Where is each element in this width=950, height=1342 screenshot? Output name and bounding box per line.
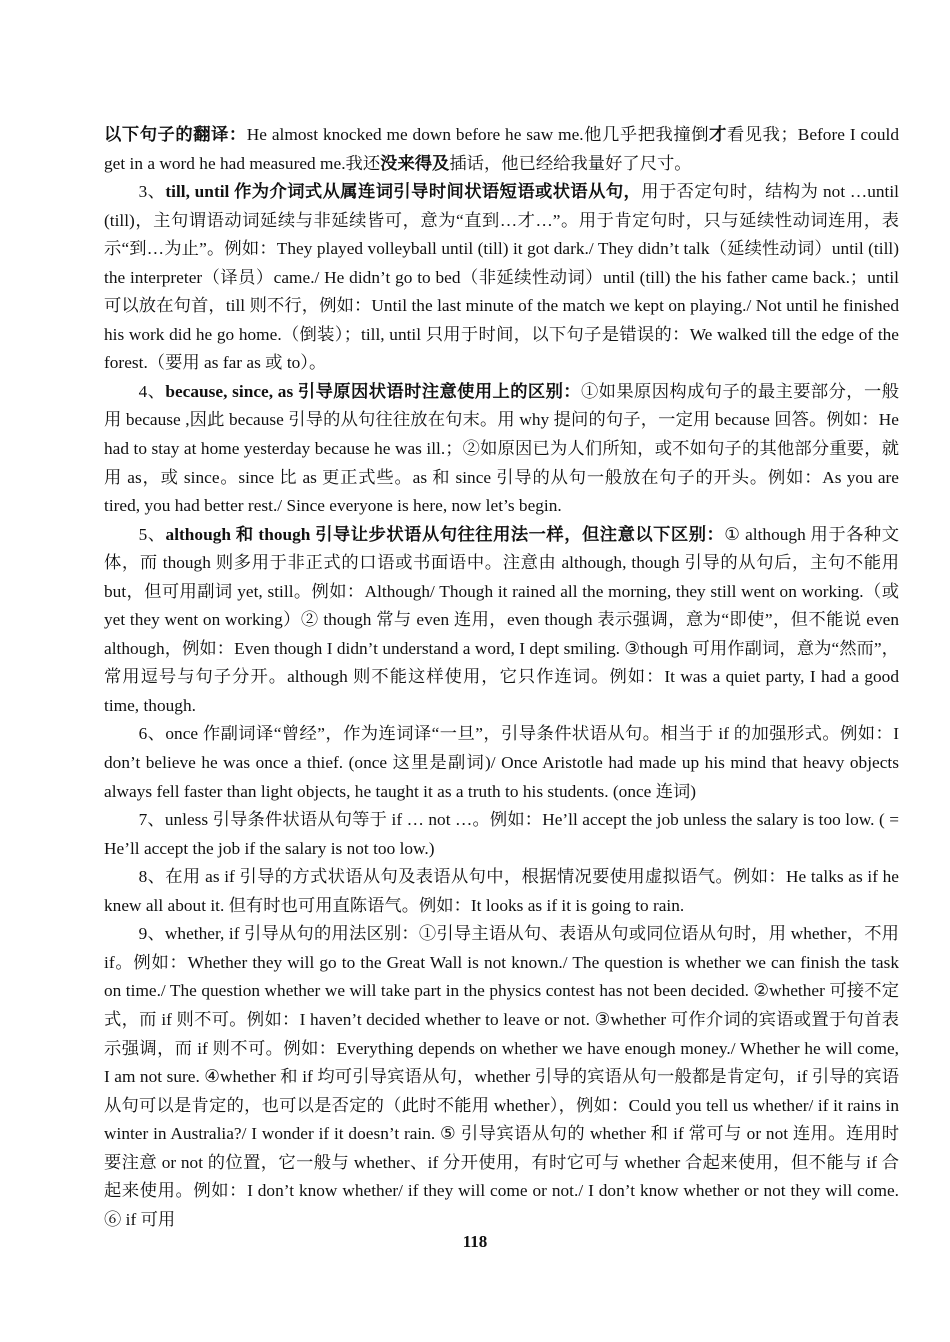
paragraph	[104, 720, 899, 806]
bold-text: 才	[709, 125, 727, 144]
paragraph	[104, 863, 899, 920]
text-run: 7、unless 引导条件状语从句等于 if … not …。例如：He’ll accept the job unless the salary is too low. ( = He’ll accept the job if the salary is not too low.)	[104, 810, 899, 858]
text-run: ①如果原因构成句子的最主要部分，一般用 because ,因此 because 引导的从句往往放在句末。用 why 提问的句子，一定用 because 回答。例如：He had to stay at home yesterday because he was ill.；②如原因已为人们所知，或不如句子的其他部分重要，就用 as，或 since。since 比 as 更正式些。as 和 since 引导的从句一般放在句子的开头。例如：As you are tired, you had better rest./ Since everyone is here, now let’s begin.	[104, 381, 899, 516]
text-run: ① although 用于各种文体，而 though 则多用于非正式的口语或书面语中。注意由 although, though 引导的从句后，主句不能用 but，但可用副词 yet, still。例如：Although/ Though it rained all the morning, they still went on working.（或 yet they went on working）② though 常与 even 连用，even though 表示强调，意为“即使”，但不能说 even although，例如：Even though I didn’t understand a word, I dept smiling. ③though 可用作副词，意为“然而”，常用逗号与句子分开。although 则不能这样使用，它只作连词。例如：It was a quiet party, I had a good time, though.	[104, 524, 899, 715]
bold-text: 没来得及	[380, 153, 450, 173]
text-run: 6、once 作副词译“曾经”，作为连词译“一旦”，引导条件状语从句。相当于 if 的加强形式。例如：I don’t believe he was once a thief. (once 这里是副词)/ Once Aristotle had made up his mind that heavy objects always fell faster than light objects, he taught it as a truth to his students. (once 连词)	[104, 724, 899, 801]
text-run: 用于否定句时，结构为 not …until (till)，主句谓语动词延续与非延续皆可，意为“直到…才…”。用于肯定句时，只与延续性动词连用，表示“到…为止”。例如：They played volleyball until (till) it got dark./ They didn’t talk（延续性动词）until (till) the interpreter（译员）came./ He didn’t go to bed（非延续性动词）until (till) the his father came back.；until 可以放在句首，till 则不行，例如：Until the last minute of the match we kept on playing./ Not until he finished his work did he go home.（倒装）；till, until 只用于时间，以下句子是错误的：We walked till the edge of the forest.（要用 as far as 或 to）。	[104, 182, 899, 373]
text-run: He almost knocked me down before he saw me.他几乎把我撞倒	[246, 125, 710, 144]
paragraph	[104, 178, 899, 378]
text-run: 9、whether, if 引导从句的用法区别：①引导主语从句、表语从句或同位语从句时，用 whether，不用 if。例如：Whether they will go to the Great Wall is not known./ The question is whether we can finish the task on time./ The question whether we will take part in the physics contest has not been decided. ②whether 可接不定式，而 if 则不可。例如：I haven’t decided whether to leave or not. ③whether 可作介词的宾语或置于句首表示强调，而 if 则不可。例如：Everything depends on whether we have enough money./ Whether he will come, I am not sure. ④whether 和 if 均可引导宾语从句，whether 引导的宾语从句一般都是肯定句，if 引导的宾语从句可以是肯定的，也可以是否定的（此时不能用 whether），例如：Could you tell us whether/ if it rains in winter in Australia?/ I wonder if it doesn’t rain. ⑤ 引导宾语从句的 whether 和 if 常可与 or not 连用。连用时要注意 or not 的位置，它一般与 whether、if 分开使用，有时它可与 whether 合起来使用，但不能与 if 合起来使用。例如：I don’t know whether/ if they will come or not./ I don’t know whether or not they will come. ⑥ if 可用	[104, 924, 917, 1229]
page-number: 118	[462, 1232, 488, 1251]
text-run: 看见我；Before I could get in a word he had measured me.我还	[104, 125, 899, 173]
bold-text: because, since, as 引导原因状语时注意使用上的区别：	[165, 381, 581, 401]
paragraph	[104, 920, 917, 1234]
bold-text: till, until 作为介词式从属连词引导时间状语短语或状语从句，	[165, 182, 642, 202]
body-text	[104, 121, 917, 1234]
text-run: 5、	[138, 524, 166, 544]
paragraph	[104, 121, 899, 178]
text-run: 8、在用 as if 引导的方式状语从句及表语从句中，根据情况要使用虚拟语气。例如：He talks as if he knew all about it. 但有时也可用直陈语气。例如：It looks as if it is going to rain.	[104, 867, 899, 915]
text-run: 4、	[138, 381, 166, 401]
paragraph	[104, 378, 899, 521]
text-run: 插话，他已经给我量好了尺寸。	[449, 153, 692, 173]
text-run: 3、	[138, 182, 166, 202]
bold-text: although 和 though 引导让步状语从句往往用法一样，但注意以下区别：	[165, 524, 725, 544]
paragraph	[104, 806, 899, 863]
paragraph	[104, 521, 899, 721]
bold-text: 以下句子的翻译：	[104, 125, 247, 144]
